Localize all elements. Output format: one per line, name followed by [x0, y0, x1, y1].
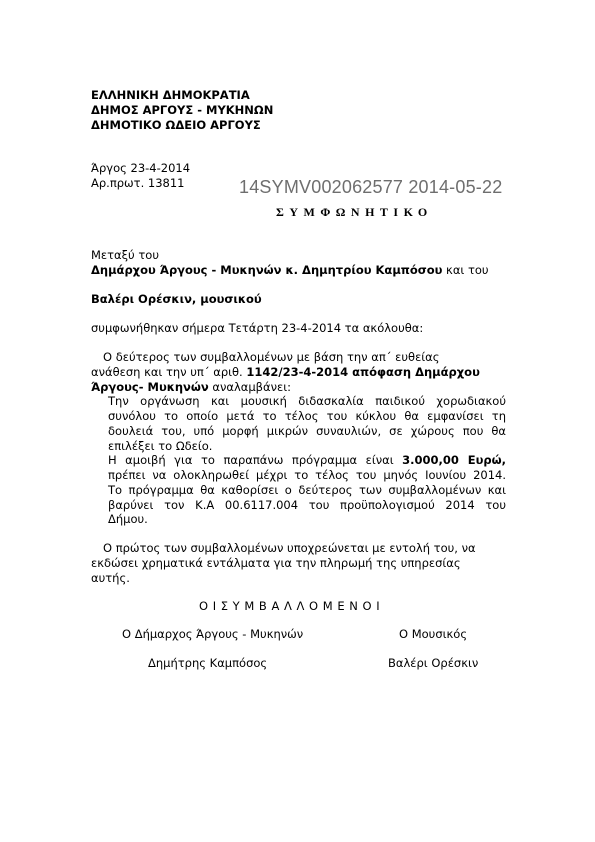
agreed-line: συμφωνήθηκαν σήμερα Τετάρτη 23-4-2014 τα ακόλουθα: [91, 321, 424, 335]
para2-line4: επιλέξει το Ωδείο. [108, 439, 213, 453]
para5-line2: εκδώσει χρηματικά εντάλματα για την πληρωμή της υπηρεσίας [91, 556, 461, 570]
para5-line3: αυτής. [91, 571, 130, 585]
para1-line1: Ο δεύτερος των συμβαλλομένων με βάση την απ΄ ευθείας [103, 350, 440, 364]
parties-musician: Βαλέρι Ορέσκιν, μουσικού [91, 292, 262, 306]
municipality-name: Άργους- Μυκηνών [91, 380, 209, 394]
para4-line1: Το πρόγραμμα θα καθορίσει ο δεύτερος των συμβαλλομένων και [108, 483, 506, 497]
para5-line1: Ο πρώτος των συμβαλλομένων υποχρεώνεται με εντολή του, να [103, 541, 476, 555]
para2-line2: συνόλου το οποίο μετά το τέλος του κύκλου θα εμφανίσει τη [108, 409, 506, 423]
signatory-mayor-name: Δημήτρης Καμπόσος [148, 656, 268, 670]
para3-line2: πρέπει να ολοκληρωθεί μέχρι το τέλος του μηνός Ιουνίου 2014. [108, 468, 506, 482]
document-title: ΣΥΜΦΩΝΗΤΙΚΟ [276, 205, 433, 219]
para1-line3 [91, 380, 291, 395]
protocol-number: Αρ.πρωτ. 13811 [91, 176, 185, 190]
mayor-conjunction: και του [442, 263, 489, 277]
signatory-mayor-role: Ο Δήμαρχος Άργους - Μυκηνών [122, 627, 304, 641]
para1-line3-text: αναλαμβάνει: [208, 380, 292, 394]
mayor-name: Δημάρχου Άργους - Μυκηνών κ. Δημητρίου Καμπόσου [91, 263, 443, 277]
para2-line1: Την οργάνωση και μουσική διδασκαλία παιδικού χορωδιακού [108, 394, 506, 408]
fee-amount: 3.000,00 Ευρώ, [402, 453, 506, 467]
place-date: Άργος 23-4-2014 [91, 161, 191, 175]
decision-reference: 1142/23-4-2014 απόφαση Δημάρχου [246, 365, 480, 379]
signatory-musician-role: Ο Μουσικός [399, 627, 468, 641]
header-line-3: ΔΗΜΟΤΙΚΟ ΩΔΕΙΟ ΑΡΓΟΥΣ [91, 118, 261, 132]
para4-line3: Δήμου. [108, 512, 148, 526]
para1-line2-text: ανάθεση και την υπ΄ αριθ. [91, 365, 247, 379]
diavgeia-stamp: 14SYMV002062577 2014-05-22 [239, 177, 503, 197]
para2-line3: δουλειά του, υπό μορφή μικρών συναυλιών, σε χώρους που θα [108, 424, 506, 438]
fee-text: Η αμοιβή για το παραπάνω πρόγραμμα είναι [108, 453, 403, 467]
para1-line2 [91, 365, 480, 380]
signatory-musician-name: Βαλέρι Ορέσκιν [388, 656, 479, 670]
signatories-heading: Ο Ι Σ Υ Μ Β Α Λ Λ Ο Μ Ε Ν Ο Ι [199, 599, 380, 613]
header-line-2: ΔΗΜΟΣ ΑΡΓΟΥΣ - ΜΥΚΗΝΩΝ [91, 103, 274, 117]
parties-intro: Μεταξύ του [91, 248, 159, 262]
para3-line1 [108, 453, 506, 468]
para4-line2: βαρύνει τον Κ.Α 00.6117.004 του προϋπολογισμού 2014 του [108, 498, 506, 512]
parties-mayor [91, 263, 489, 278]
header-line-1: ΕΛΛΗΝΙΚΗ ΔΗΜΟΚΡΑΤΙΑ [91, 88, 250, 102]
